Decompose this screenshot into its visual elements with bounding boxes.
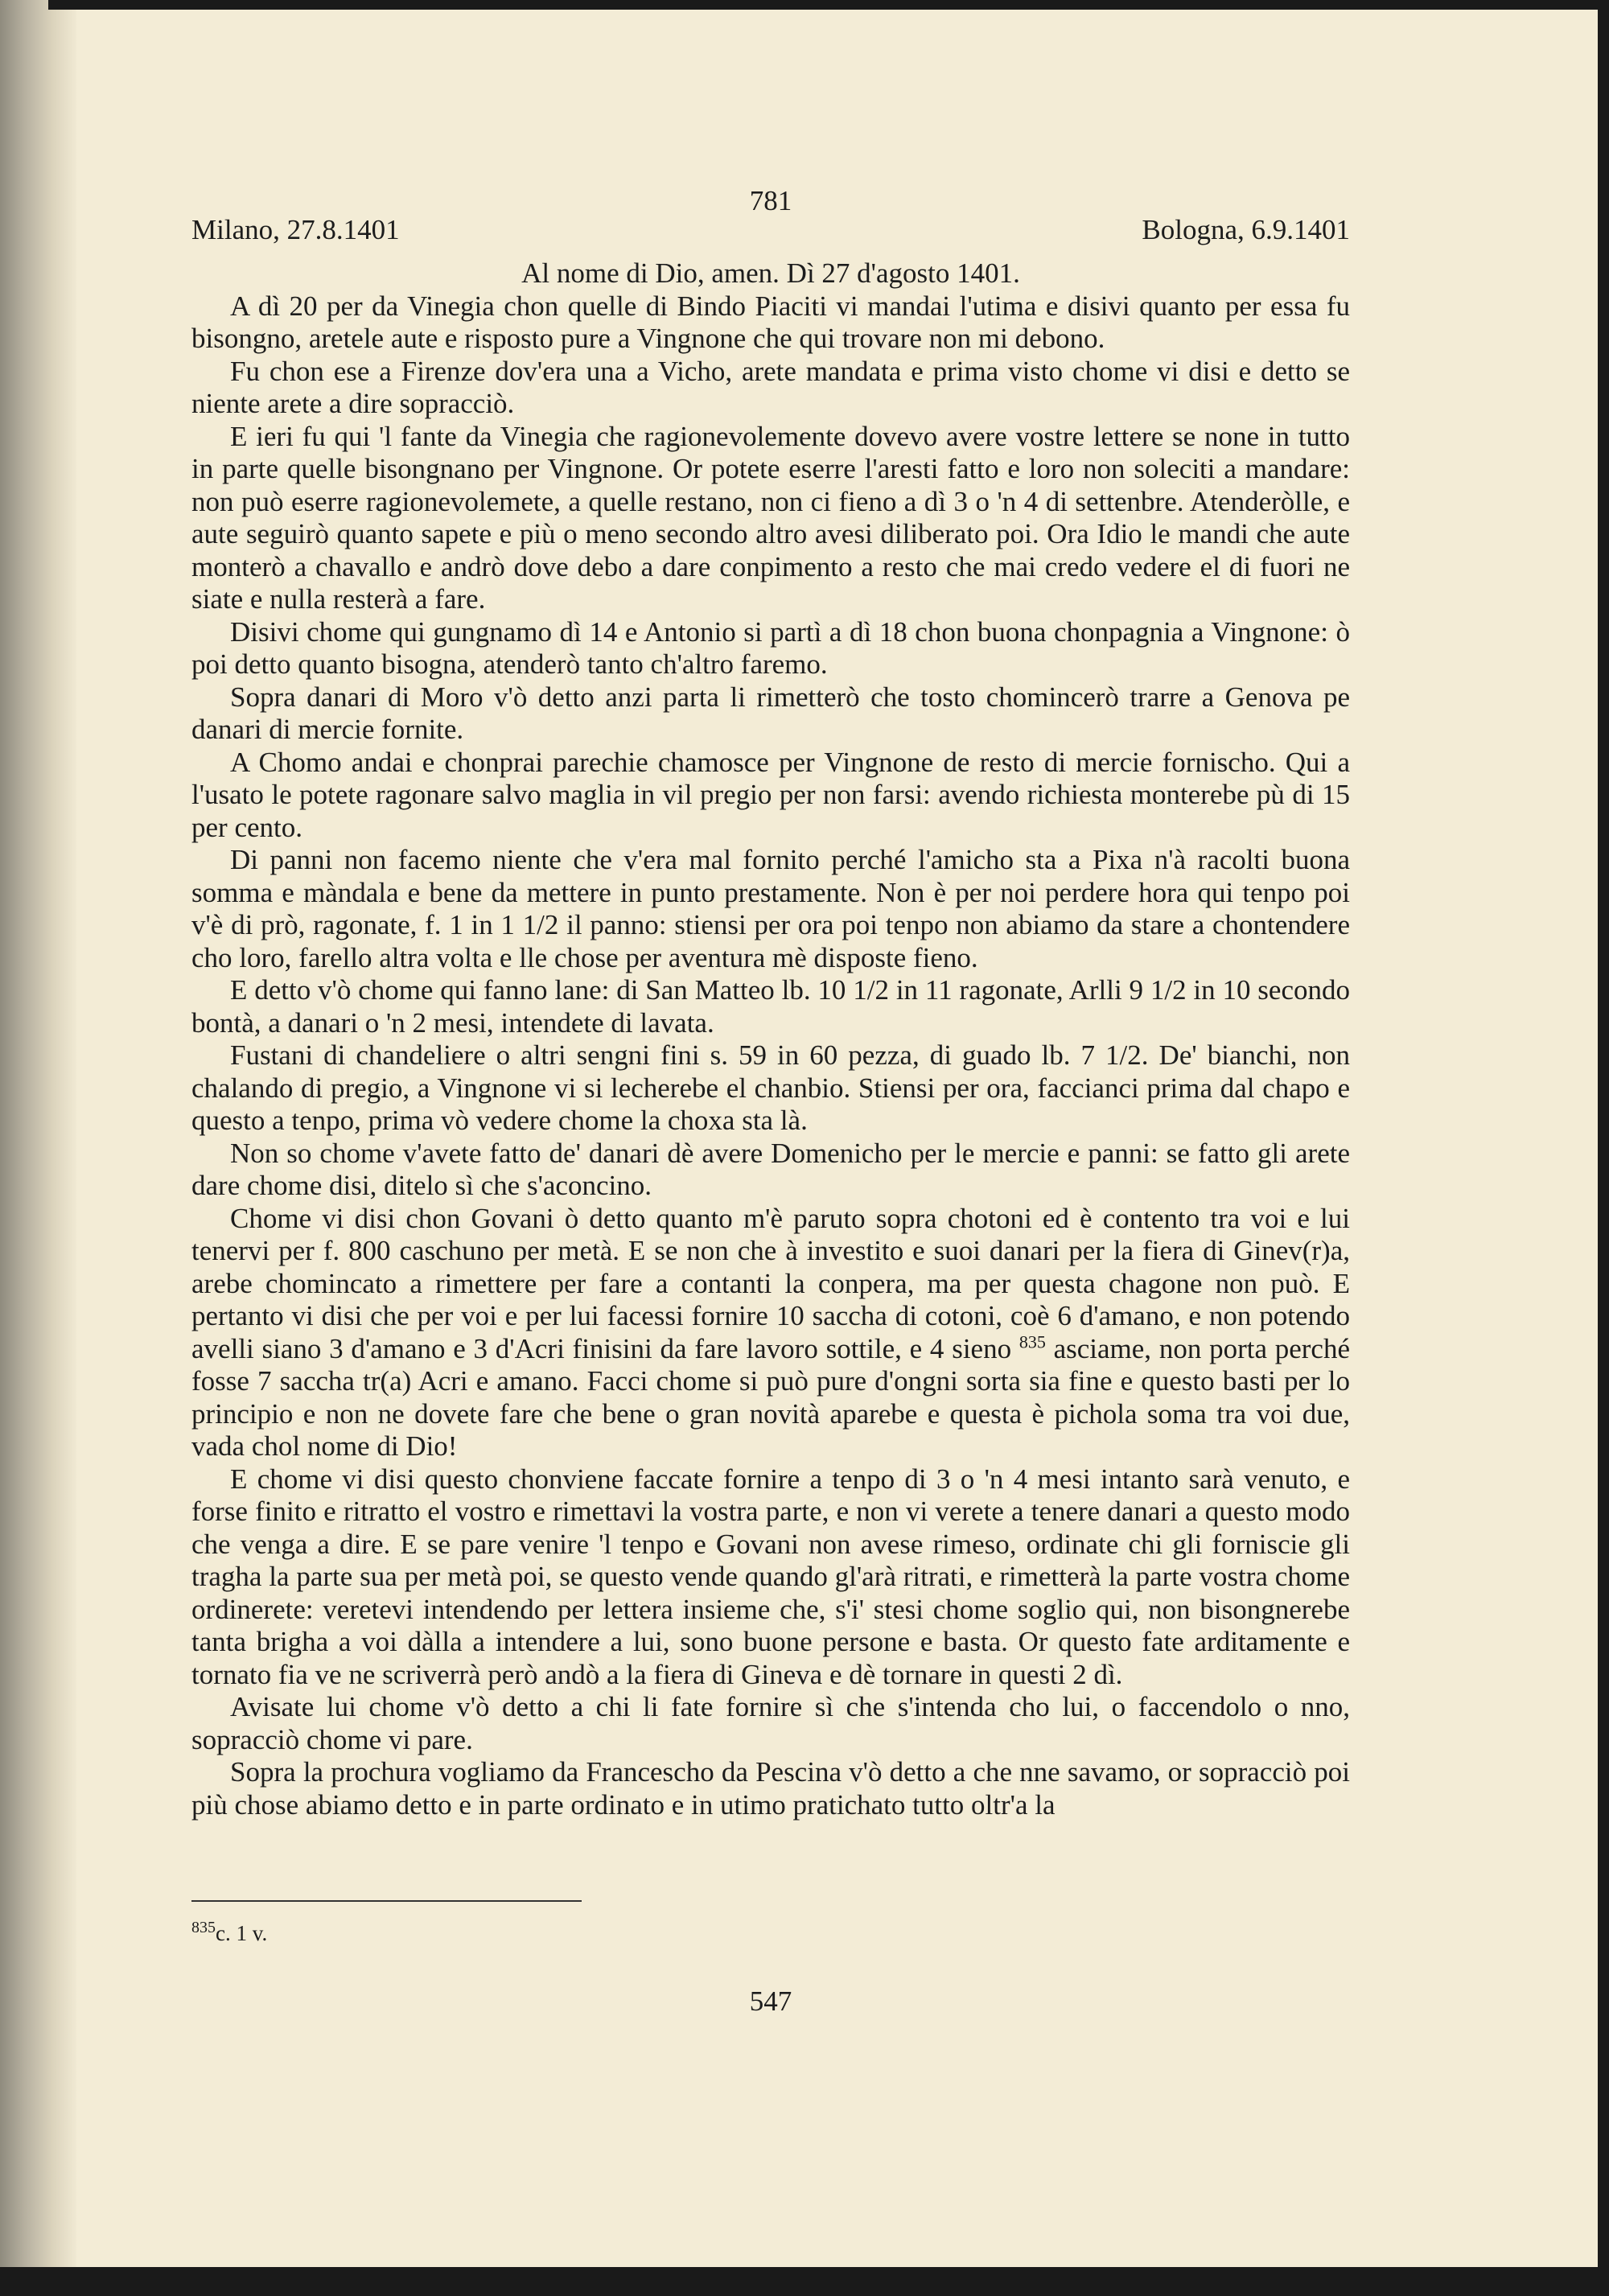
footnote-divider [191, 1900, 582, 1902]
paragraph: A dì 20 per da Vinegia chon quelle di Bindo Piaciti vi mandai l'utima e disivi quanto per essa fu bisongno, aretele aute e risposto pure a Vingnone che qui trovare non mi debono. [191, 290, 1350, 354]
place-date-left: Milano, 27.8.1401 [191, 214, 400, 245]
paragraph: Disivi chome qui gungnamo dì 14 e Antonio si partì a dì 18 chon buona chonpagnia a Vingnone: ò poi detto quanto bisogna, atenderò tanto ch'altro faremo. [191, 615, 1350, 680]
page-content [191, 185, 1350, 2018]
scan-border-bottom [0, 2267, 1609, 2296]
paragraph: Sopra la prochura vogliamo da Francescho da Pescina v'ò detto a che nne savamo, or sopracciò poi più chose abiamo detto e in parte ordinato e in utimo pratichato tutto oltr'a la [191, 1756, 1350, 1821]
footnote [191, 1920, 1350, 1947]
place-date-right: Bologna, 6.9.1401 [1142, 214, 1350, 245]
scan-border-right [1598, 0, 1609, 2296]
paragraph: Fustani di chandeliere o altri sengni fini s. 59 in 60 pezza, di guado lb. 7 1/2. De' bianchi, non chalando di pregio, a Vingnone vi si lecherebe el chanbio. Stiensi per ora, faccianci prima dal chapo e questo a tenpo, prima vò vedere chome la choxa sta là. [191, 1039, 1350, 1136]
footnote-text: c. 1 v. [216, 1921, 268, 1945]
paragraph: E detto v'ò chome qui fanno lane: di San Matteo lb. 10 1/2 in 11 ragonate, Arlli 9 1/2 in 10 secondo bontà, a danari o 'n 2 mesi, intendete di lavata. [191, 974, 1350, 1039]
paragraph: E ieri fu qui 'l fante da Vinegia che ragionevolemente dovevo avere vostre lettere se none in tutto in parte quelle bisongnano per Vingnone. Or potete eserre l'aresti fatto e loro non soleciti a mandare: non può eserre ragionevolemete, a quelle restano, non ci fieno a dì 3 o 'n 4 di settenbre. Atenderòlle, e aute seguirò quanto sapete e più o meno secondo altro avesi diliberato poi. Ora Idio le mandi che aute monterò a chavallo e andrò dove debo a dare conpimento a resto che mai credo vedere el di fuori ne siate e nulla resterà a fare. [191, 420, 1350, 615]
salutation: Al nome di Dio, amen. Dì 27 d'agosto 1401. [521, 257, 1020, 289]
footnote-mark: 835 [191, 1919, 216, 1936]
paragraph: Di panni non facemo niente che v'era mal fornito perché l'amicho sta a Pixa n'à racolti buona somma e màndala e bene da mettere in punto prestamente. Non è per noi perdere hora qui tenpo poi v'è di prò, ragonate, f. 1 in 1 1/2 il panno: stiensi per ora poi tenpo non abiamo da stare a chontendere cho loro, farello altra volta e lle chose per aventura mè disposte fieno. [191, 844, 1350, 973]
page-number: 547 [749, 1985, 792, 2017]
paragraph: Fu chon ese a Firenze dov'era una a Vicho, arete mandata e prima visto chome vi disi e detto se niente arete a dire sopracciò. [191, 355, 1350, 419]
paragraph: A Chomo andai e chonprai parechie chamosce per Vingnone de resto di mercie fornischo. Qui a l'usato le potete ragonare salvo maglia in vil pregio per non farsi: avendo richiesta monterebe pù di 15 per cento. [191, 746, 1350, 843]
letter-header [191, 214, 1350, 246]
paragraph: E chome vi disi questo chonviene faccate fornire a tenpo di 3 o 'n 4 mesi intanto sarà venuto, e forse finito e ritratto el vostro e rimettavi la vostra parte, e non vi verete a tenere danari a questo modo che venga a dire. E se pare venire 'l tenpo e Govani non avese rimeso, ordinate chi gli forniscie gli tragha la parte sua per metà poi, se questo vende quando gl'arà ritrati, e rimetterà la parte vostra chome ordinerete: veretevi intendendo per lettera insieme che, s'i' stesi chome soglio qui, non bisongnerebe tanta brigha a voi dàlla a intendere a lui, sono buone persone e basta. Or questo fate arditamente e tornato fia ve ne scriverrà però andò a la fiera di Gineva e dè tornare in questi 2 dì. [191, 1463, 1350, 1690]
paragraph: Non so chome v'avete fatto de' danari dè avere Domenicho per le mercie e panni: se fatto gli arete dare chome disi, ditelo sì che s'aconcino. [191, 1137, 1350, 1201]
paragraph-text: Chome vi disi chon Govani ò detto quanto m'è paruto sopra chotoni ed è contento tra voi e lui tenervi per f. 800 caschuno per metà. E se non che à investito e suoi danari per la fiera di Ginev(r)a, arebe chomincato a rimettere per fare a contanti la conpera, ma per questa chagone non può. E pertanto vi disi che per voi e per lui facessi fornire 10 saccha di cotoni, coè 6 d'amano, e non potendo avelli siano 3 d'amano e 3 d'Acri finisini da fare lavoro sottile, e 4 sieno [191, 1202, 1350, 1364]
book-gutter-shadow [0, 0, 76, 2296]
footnote-reference: 835 [1018, 1331, 1046, 1352]
paragraph-with-footnote-ref [191, 1203, 1350, 1463]
paragraph-text: asciame, non porta perché fosse 7 saccha tr(a) Acri e amano. Facci chome si può pure d'ongni sorta sia fine e questo basti per lo principio e non ne dovete fare che bene o gran novità aparebe e questa è pichola soma tra voi due, vada chol nome di Dio! [191, 1332, 1351, 1462]
paragraph: Avisate lui chome v'ò detto a chi li fate fornire sì che s'intenda cho lui, o faccendolo o nno, sopracciò chome vi pare. [191, 1691, 1350, 1755]
scan-border-top [48, 0, 1609, 10]
letter-number: 781 [749, 185, 792, 216]
paragraph: Sopra danari di Moro v'ò detto anzi parta li rimetterò che tosto chomincerò trarre a Genova pe danari di mercie fornite. [191, 681, 1350, 745]
